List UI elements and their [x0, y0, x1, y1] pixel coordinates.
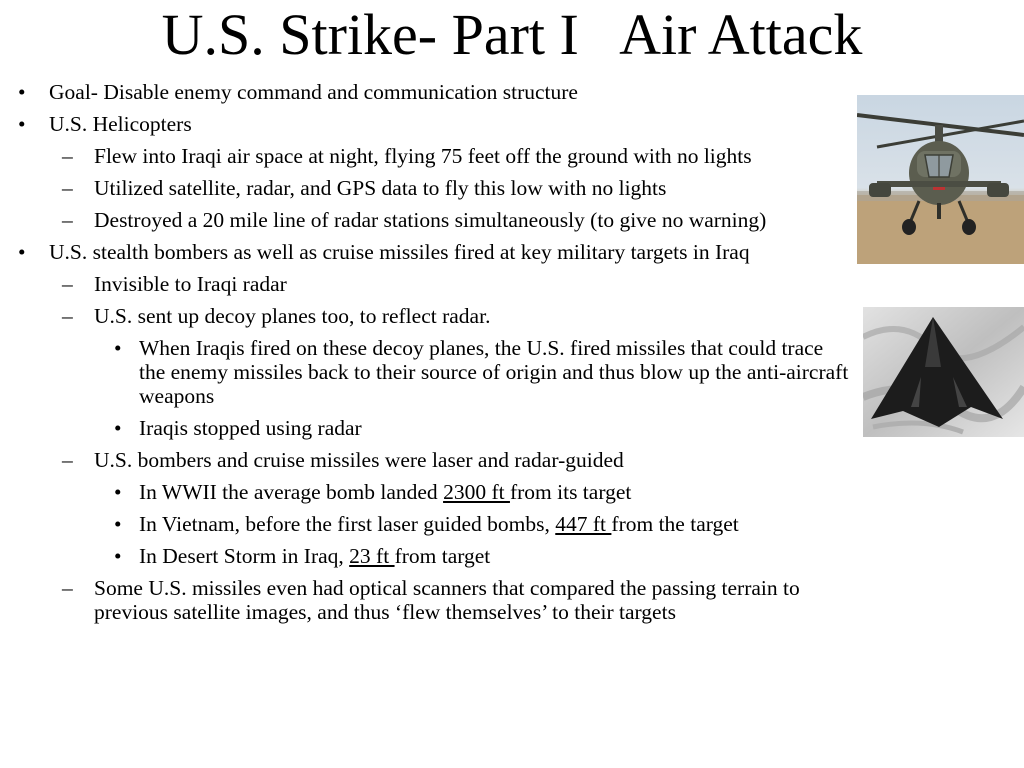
bullet-text-part: In Vietnam, before the first laser guided bombs, [139, 512, 556, 536]
distance-figure: 23 ft [349, 544, 395, 568]
bullet-text: U.S. bombers and cruise missiles were laser and radar-guided [94, 448, 624, 472]
bullet-text: Utilized satellite, radar, and GPS data to fly this low with no lights [94, 176, 667, 200]
bullet-marker: • [114, 512, 122, 536]
bullet-text [139, 480, 631, 504]
bullet-text-part: from the target [611, 512, 739, 536]
bullet-text: Destroyed a 20 mile line of radar stations simultaneously (to give no warning) [94, 208, 767, 232]
bullet-marker: • [18, 112, 26, 136]
bullet-item [14, 112, 854, 136]
sub-bullet-item [14, 272, 854, 296]
helicopter-illustration [857, 95, 1024, 264]
bullet-text: When Iraqis fired on these decoy planes, the U.S. fired missiles that could trace the enemy missiles back to their source of origin and thus blow up the anti-aircraft weapons [139, 336, 849, 408]
bullet-marker: • [114, 416, 122, 440]
apache-helicopter-photo [857, 95, 1024, 264]
bullet-item [14, 80, 854, 104]
bullet-marker: • [114, 544, 122, 568]
distance-figure: 447 ft [555, 512, 612, 536]
sub-bullet-item [14, 144, 854, 168]
dash-marker: – [62, 208, 73, 232]
sub-sub-bullet-item [14, 544, 854, 568]
dash-marker: – [62, 304, 73, 328]
sub-bullet-item [14, 176, 854, 200]
bullet-text: Flew into Iraqi air space at night, flying 75 feet off the ground with no lights [94, 144, 752, 168]
dash-marker: – [62, 448, 73, 472]
bullet-text-part: from its target [509, 480, 632, 504]
bullet-marker: • [114, 480, 122, 504]
sub-sub-bullet-item [14, 512, 854, 536]
dash-marker: – [62, 144, 73, 168]
sub-bullet-item [14, 448, 854, 472]
bullet-text [139, 512, 739, 536]
bullet-text: Some U.S. missiles even had optical scanners that compared the passing terrain to previous satellite images, and thus ‘flew themselves’ to their targets [94, 576, 800, 624]
bullet-text: Invisible to Iraqi radar [94, 272, 287, 296]
bullet-marker: • [18, 80, 26, 104]
sub-sub-bullet-item [14, 416, 854, 440]
dash-marker: – [62, 272, 73, 296]
stealth-illustration [863, 307, 1024, 437]
bullet-text: U.S. Helicopters [49, 112, 192, 136]
bullet-item [14, 240, 854, 264]
bullet-text [139, 544, 490, 568]
bullet-text-part: In WWII the average bomb landed [139, 480, 444, 504]
dash-marker: – [62, 576, 73, 600]
bullet-marker: • [114, 336, 122, 360]
sub-bullet-item [14, 208, 854, 232]
bullet-marker: • [18, 240, 26, 264]
dash-marker: – [62, 176, 73, 200]
distance-figure: 2300 ft [443, 480, 510, 504]
bullet-text-part: from target [394, 544, 491, 568]
sub-sub-bullet-item [14, 480, 854, 504]
sub-bullet-item [14, 576, 854, 624]
sub-bullet-item [14, 304, 854, 328]
slide-title: U.S. Strike- Part I Air Attack [161, 2, 863, 67]
sub-sub-bullet-item [14, 336, 854, 408]
bullet-list [14, 80, 854, 624]
stealth-fighter-photo [863, 307, 1024, 437]
bullet-text: Goal- Disable enemy command and communication structure [49, 80, 578, 104]
bullet-text: U.S. sent up decoy planes too, to reflect radar. [94, 304, 491, 328]
bullet-text-part: In Desert Storm in Iraq, [139, 544, 350, 568]
bullet-text: Iraqis stopped using radar [139, 416, 362, 440]
bullet-text: U.S. stealth bombers as well as cruise missiles fired at key military targets in Iraq [49, 240, 750, 264]
